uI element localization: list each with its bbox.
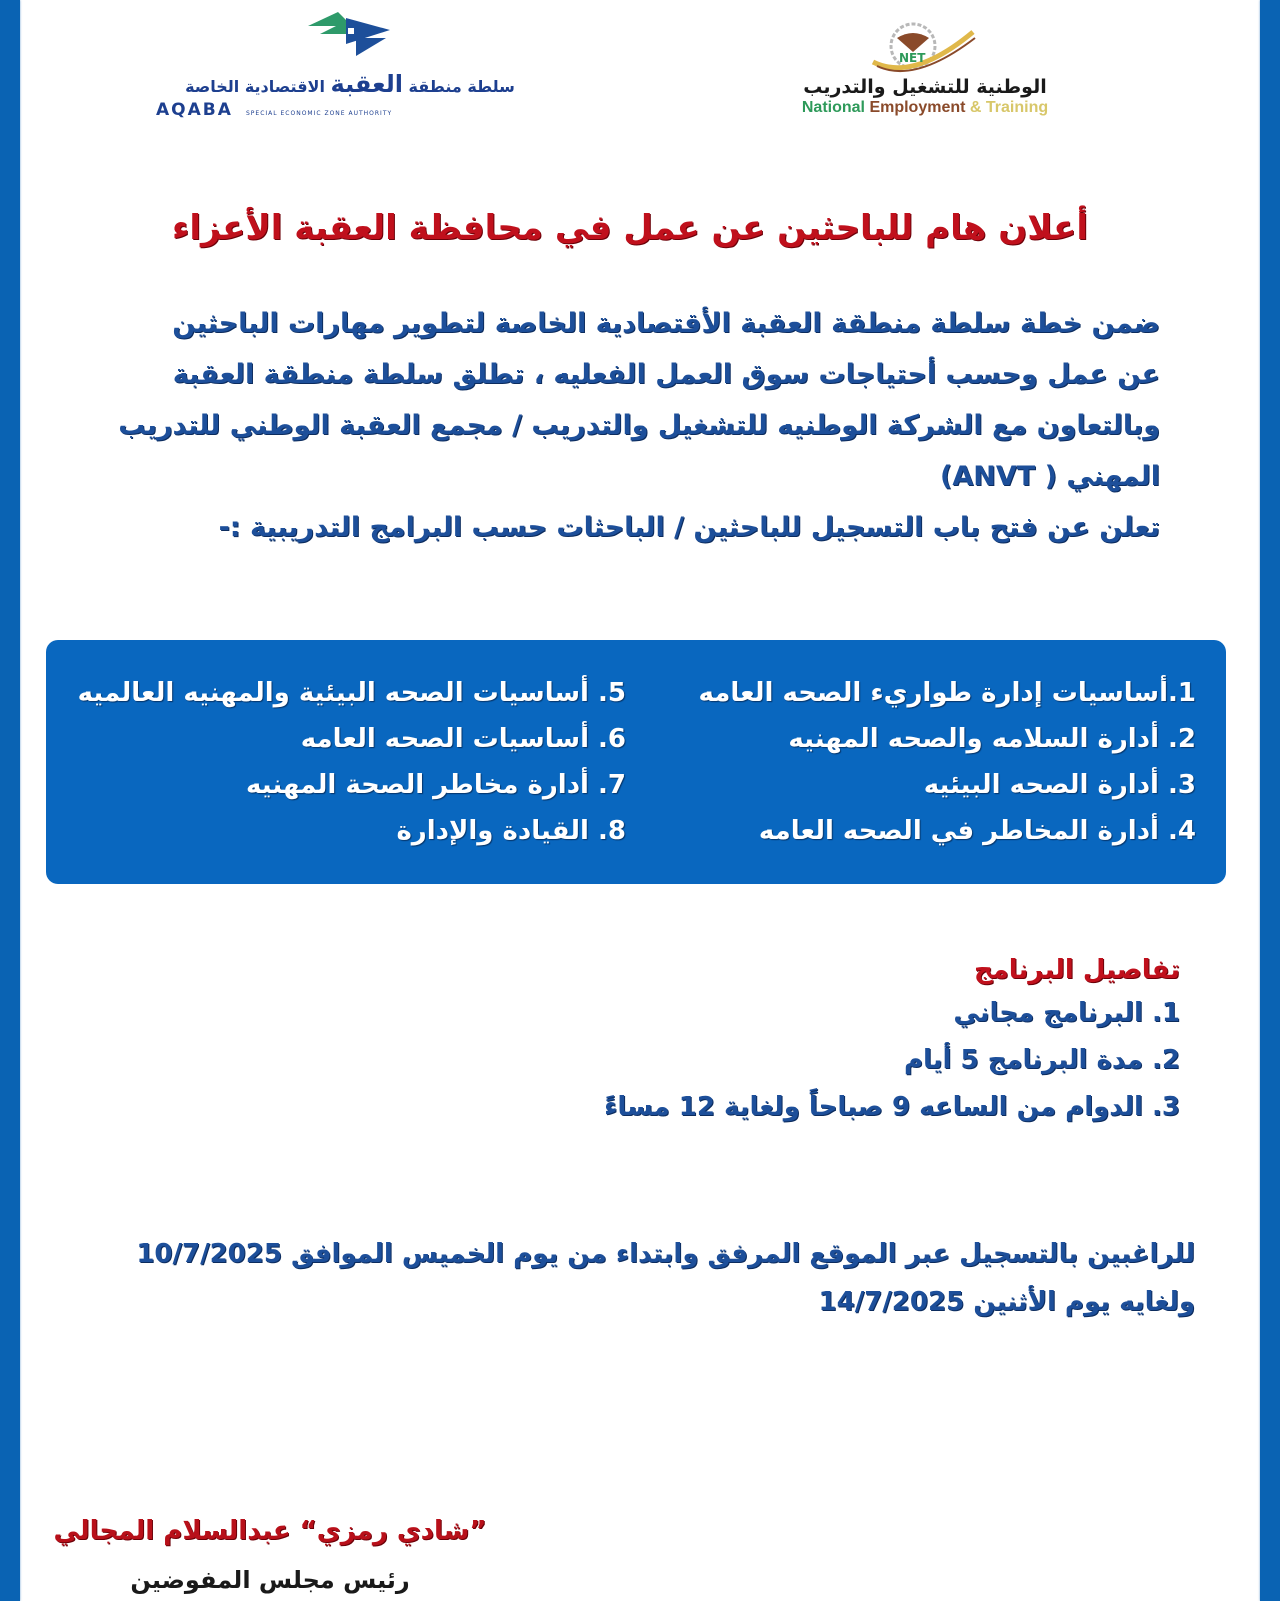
registration-end: ولغايه يوم الأثنين 14/7/2025 [818, 1287, 1195, 1317]
intro-line: المهني ( ANVT) [940, 461, 1160, 492]
signatory-role: رئيس مجلس المفوضين [130, 1566, 410, 1594]
page-border-left [0, 0, 20, 1601]
program-item: 8. القيادة والإدارة [396, 816, 626, 846]
svg-text:NET: NET [899, 51, 926, 65]
net-emblem-icon [863, 18, 983, 78]
page-border-right [1260, 0, 1280, 1601]
program-item: 4. أدارة المخاطر في الصحه العامه [758, 816, 1196, 846]
registration-start: للراغبين بالتسجيل عبر الموقع المرفق وابتداء من يوم الخميس الموافق 10/7/2025 [136, 1239, 1195, 1269]
program-item: 5. أساسيات الصحه البيئية والمهنيه العالميه [77, 678, 626, 708]
program-item: 6. أساسيات الصحه العامه [300, 724, 626, 754]
intro-line: ضمن خطة سلطة منطقة العقبة الأقتصادية الخاصة لتطوير مهارات الباحثين [172, 308, 1160, 339]
intro-paragraph [80, 298, 1160, 553]
detail-item: 2. مدة البرنامج 5 أيام [903, 1045, 1180, 1075]
program-item: 7. أدارة مخاطر الصحة المهنيه [246, 770, 626, 800]
detail-item: 3. الدوام من الساعه 9 صباحاً ولغاية 12 مساءً [604, 1092, 1180, 1122]
signatory-name: ”شادي رمزي“ عبدالسلام المجالي [53, 1516, 487, 1546]
programs-column-left [66, 670, 626, 854]
intro-line: تعلن عن فتح باب التسجيل للباحثين / الباحثات حسب البرامج التدريبية :- [218, 512, 1160, 543]
net-english-name: National Employment & Training [801, 99, 1049, 116]
program-details [580, 950, 1180, 1131]
net-arabic-name: الوطنية للتشغيل والتدريب [803, 76, 1047, 98]
national-employment-training-logo [715, 10, 1135, 120]
detail-item: 1. البرنامج مجاني [953, 998, 1180, 1028]
signature-block [40, 1516, 500, 1594]
aqaba-logo [150, 8, 550, 120]
aqaba-english-name: AQABA SPECIAL ECONOMIC ZONE AUTHORITY [156, 100, 393, 120]
aqaba-emblem-icon [290, 8, 410, 58]
program-details-heading: تفاصيل البرنامج [973, 955, 1180, 985]
aqaba-arabic-name: سلطة منطقة العقبة الاقتصادية الخاصة [185, 70, 515, 98]
program-item: 1.أساسيات إدارة طواريء الصحه العامه [698, 678, 1196, 708]
intro-line: وبالتعاون مع الشركة الوطنيه للتشغيل والتدريب / مجمع العقبة الوطني للتدريب [118, 410, 1160, 441]
registration-info [136, 1230, 1195, 1326]
program-item: 2. أدارة السلامه والصحه المهنيه [788, 724, 1196, 754]
programs-column-right [676, 670, 1196, 854]
training-programs-box [46, 640, 1226, 884]
announcement-title: أعلان هام للباحثين عن عمل في محافظة العقبة الأعزاء [172, 208, 1088, 248]
program-item: 3. أدارة الصحه البيئيه [923, 770, 1196, 800]
intro-line: عن عمل وحسب أحتياجات سوق العمل الفعليه ، تطلق سلطة منطقة العقبة [172, 359, 1160, 390]
